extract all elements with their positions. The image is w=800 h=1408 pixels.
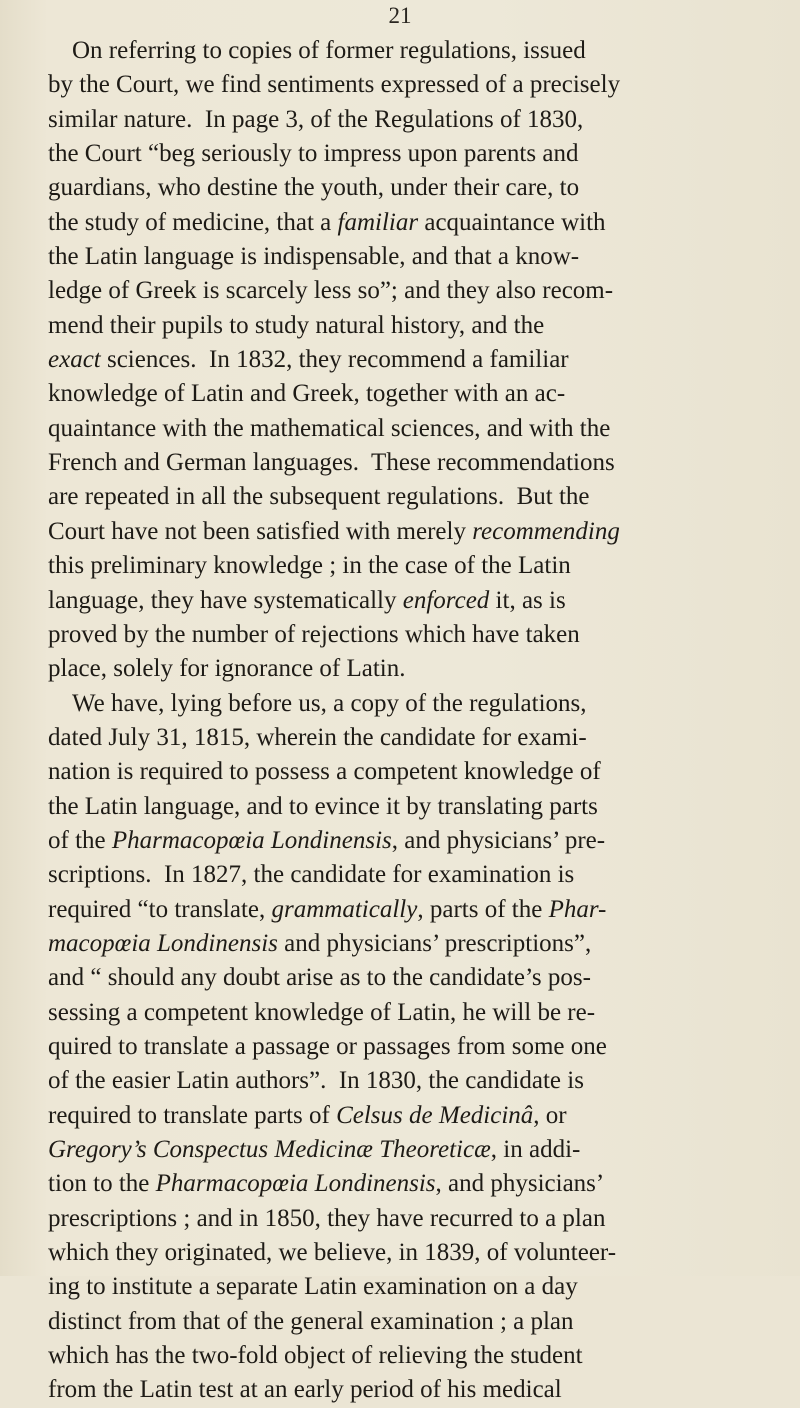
text-run: which they originated, we believe, in 1839, of volunteer- <box>48 1239 617 1267</box>
text-run: acquaintance with <box>418 208 606 236</box>
text-run: place, solely for ignorance of Latin. <box>48 655 406 683</box>
text-run: distinct from that of the general examination ; a plan <box>48 1307 574 1335</box>
text-run: French and German languages. These recommendations <box>48 449 615 477</box>
text-run: , in addi- <box>490 1136 581 1163</box>
text-run: from the Latin test at an early period of his medical <box>48 1376 562 1404</box>
text-line <box>48 687 766 721</box>
italic-text: enforced <box>402 586 490 614</box>
text-run: quired to translate a passage or passages from some one <box>48 1032 607 1060</box>
italic-text: Celsus de Medicinâ <box>336 1101 534 1129</box>
italic-text: recommending <box>472 517 620 545</box>
text-line <box>48 824 766 858</box>
text-line <box>48 927 766 961</box>
text-line <box>48 858 766 892</box>
text-line <box>48 34 766 68</box>
text-line <box>48 755 766 789</box>
text-line <box>48 618 766 652</box>
text-line <box>48 274 766 308</box>
text-line <box>48 68 766 102</box>
italic-text: exact <box>48 346 101 374</box>
text-line <box>48 103 766 137</box>
text-run: nation is required to possess a competent knowledge of <box>48 758 601 786</box>
text-run: proved by the number of rejections which have taken <box>48 620 580 648</box>
text-run: guardians, who destine the youth, under their care, to <box>48 174 580 202</box>
text-run: knowledge of Latin and Greek, together with an ac- <box>48 380 566 408</box>
text-line <box>48 549 766 583</box>
text-run: sessing a competent knowledge of Latin, he will be re- <box>48 998 596 1026</box>
italic-text: Phar- <box>548 895 607 923</box>
text-line <box>48 721 766 755</box>
text-run: , or <box>533 1101 567 1129</box>
text-run: and physicians’ prescriptions”, <box>277 929 592 957</box>
text-run: tion to the <box>48 1170 156 1198</box>
text-line <box>48 171 766 205</box>
text-run: quaintance with the mathematical sciences, and with the <box>48 414 611 442</box>
italic-text: Pharmacopœia Londinensis <box>155 1170 436 1198</box>
italic-text: grammatically <box>271 895 418 923</box>
text-line <box>48 1236 766 1270</box>
page-number: 21 <box>388 3 412 28</box>
text-line <box>48 1133 766 1167</box>
text-run: sciences. In 1832, they recommend a familiar <box>100 346 569 374</box>
text-run: by the Court, we find sentiments expressed of a precisely <box>48 71 621 99</box>
text-line <box>48 515 766 549</box>
text-line <box>48 480 766 514</box>
text-run: , and physicians’ pre- <box>391 826 606 854</box>
text-run: dated July 31, 1815, wherein the candidate for exami- <box>48 723 587 751</box>
text-run: the Latin language, and to evince it by translating parts <box>48 792 598 820</box>
text-line <box>48 1167 766 1201</box>
text-run: the Latin language is indispensable, and that a know- <box>48 243 580 271</box>
text-run: similar nature. In page 3, of the Regulations of 1830, <box>48 105 584 133</box>
text-run: required “to translate, <box>48 895 272 923</box>
text-run: ledge of Greek is scarcely less so”; and they also recom- <box>48 277 614 305</box>
text-line <box>48 790 766 824</box>
text-run: language, they have systematically <box>48 586 403 614</box>
text-line <box>48 996 766 1030</box>
text-run: of the <box>48 826 112 854</box>
text-run: prescriptions ; and in 1850, they have recurred to a plan <box>48 1204 606 1232</box>
text-line <box>48 1064 766 1098</box>
text-line <box>48 206 766 240</box>
italic-text: familiar <box>337 208 419 236</box>
text-line <box>48 1099 766 1133</box>
text-run: scriptions. In 1827, the candidate for examination is <box>48 861 575 889</box>
italic-text: Pharmacopœia Londinensis <box>111 826 392 854</box>
text-line <box>48 446 766 480</box>
text-line <box>48 1305 766 1339</box>
text-run: On referring to copies of former regulations, issued <box>72 37 586 64</box>
text-run: We have, lying before us, a copy of the regulations, <box>72 689 587 717</box>
text-line <box>48 377 766 411</box>
text-line <box>48 1030 766 1064</box>
text-run: and “ should any doubt arise as to the candidate’s pos- <box>48 964 591 992</box>
text-line <box>48 309 766 343</box>
text-line <box>48 1373 766 1407</box>
text-run: mend their pupils to study natural history, and the <box>48 311 545 339</box>
text-line <box>48 1202 766 1236</box>
italic-text: macopœia Londinensis <box>48 929 278 957</box>
text-line <box>48 137 766 171</box>
text-line <box>48 652 766 686</box>
text-run: it, as is <box>489 586 566 614</box>
page-body-text <box>48 34 766 1408</box>
text-run: are repeated in all the subsequent regulations. But the <box>48 483 590 511</box>
text-line <box>48 412 766 446</box>
text-run: required to translate parts of <box>48 1101 337 1129</box>
text-run: which has the two-fold object of relieving the student <box>48 1342 583 1370</box>
text-run: , and physicians’ <box>435 1170 605 1198</box>
text-run: the Court “beg seriously to impress upon parents and <box>48 140 579 168</box>
text-run: of the easier Latin authors”. In 1830, the candidate is <box>48 1067 584 1095</box>
text-line <box>48 893 766 927</box>
text-run: this preliminary knowledge ; in the case of the Latin <box>48 552 571 580</box>
text-run: ing to institute a separate Latin examination on a day <box>48 1273 578 1301</box>
text-line <box>48 1339 766 1373</box>
text-run: Court have not been satisfied with merely <box>48 517 473 545</box>
italic-text: Gregory’s Conspectus Medicinæ Theoreticæ <box>48 1136 491 1163</box>
text-run: , parts of the <box>417 895 549 923</box>
text-run: the study of medicine, that a <box>48 208 338 236</box>
text-line <box>48 584 766 618</box>
text-line <box>48 240 766 274</box>
text-line <box>48 343 766 377</box>
text-line <box>48 961 766 995</box>
